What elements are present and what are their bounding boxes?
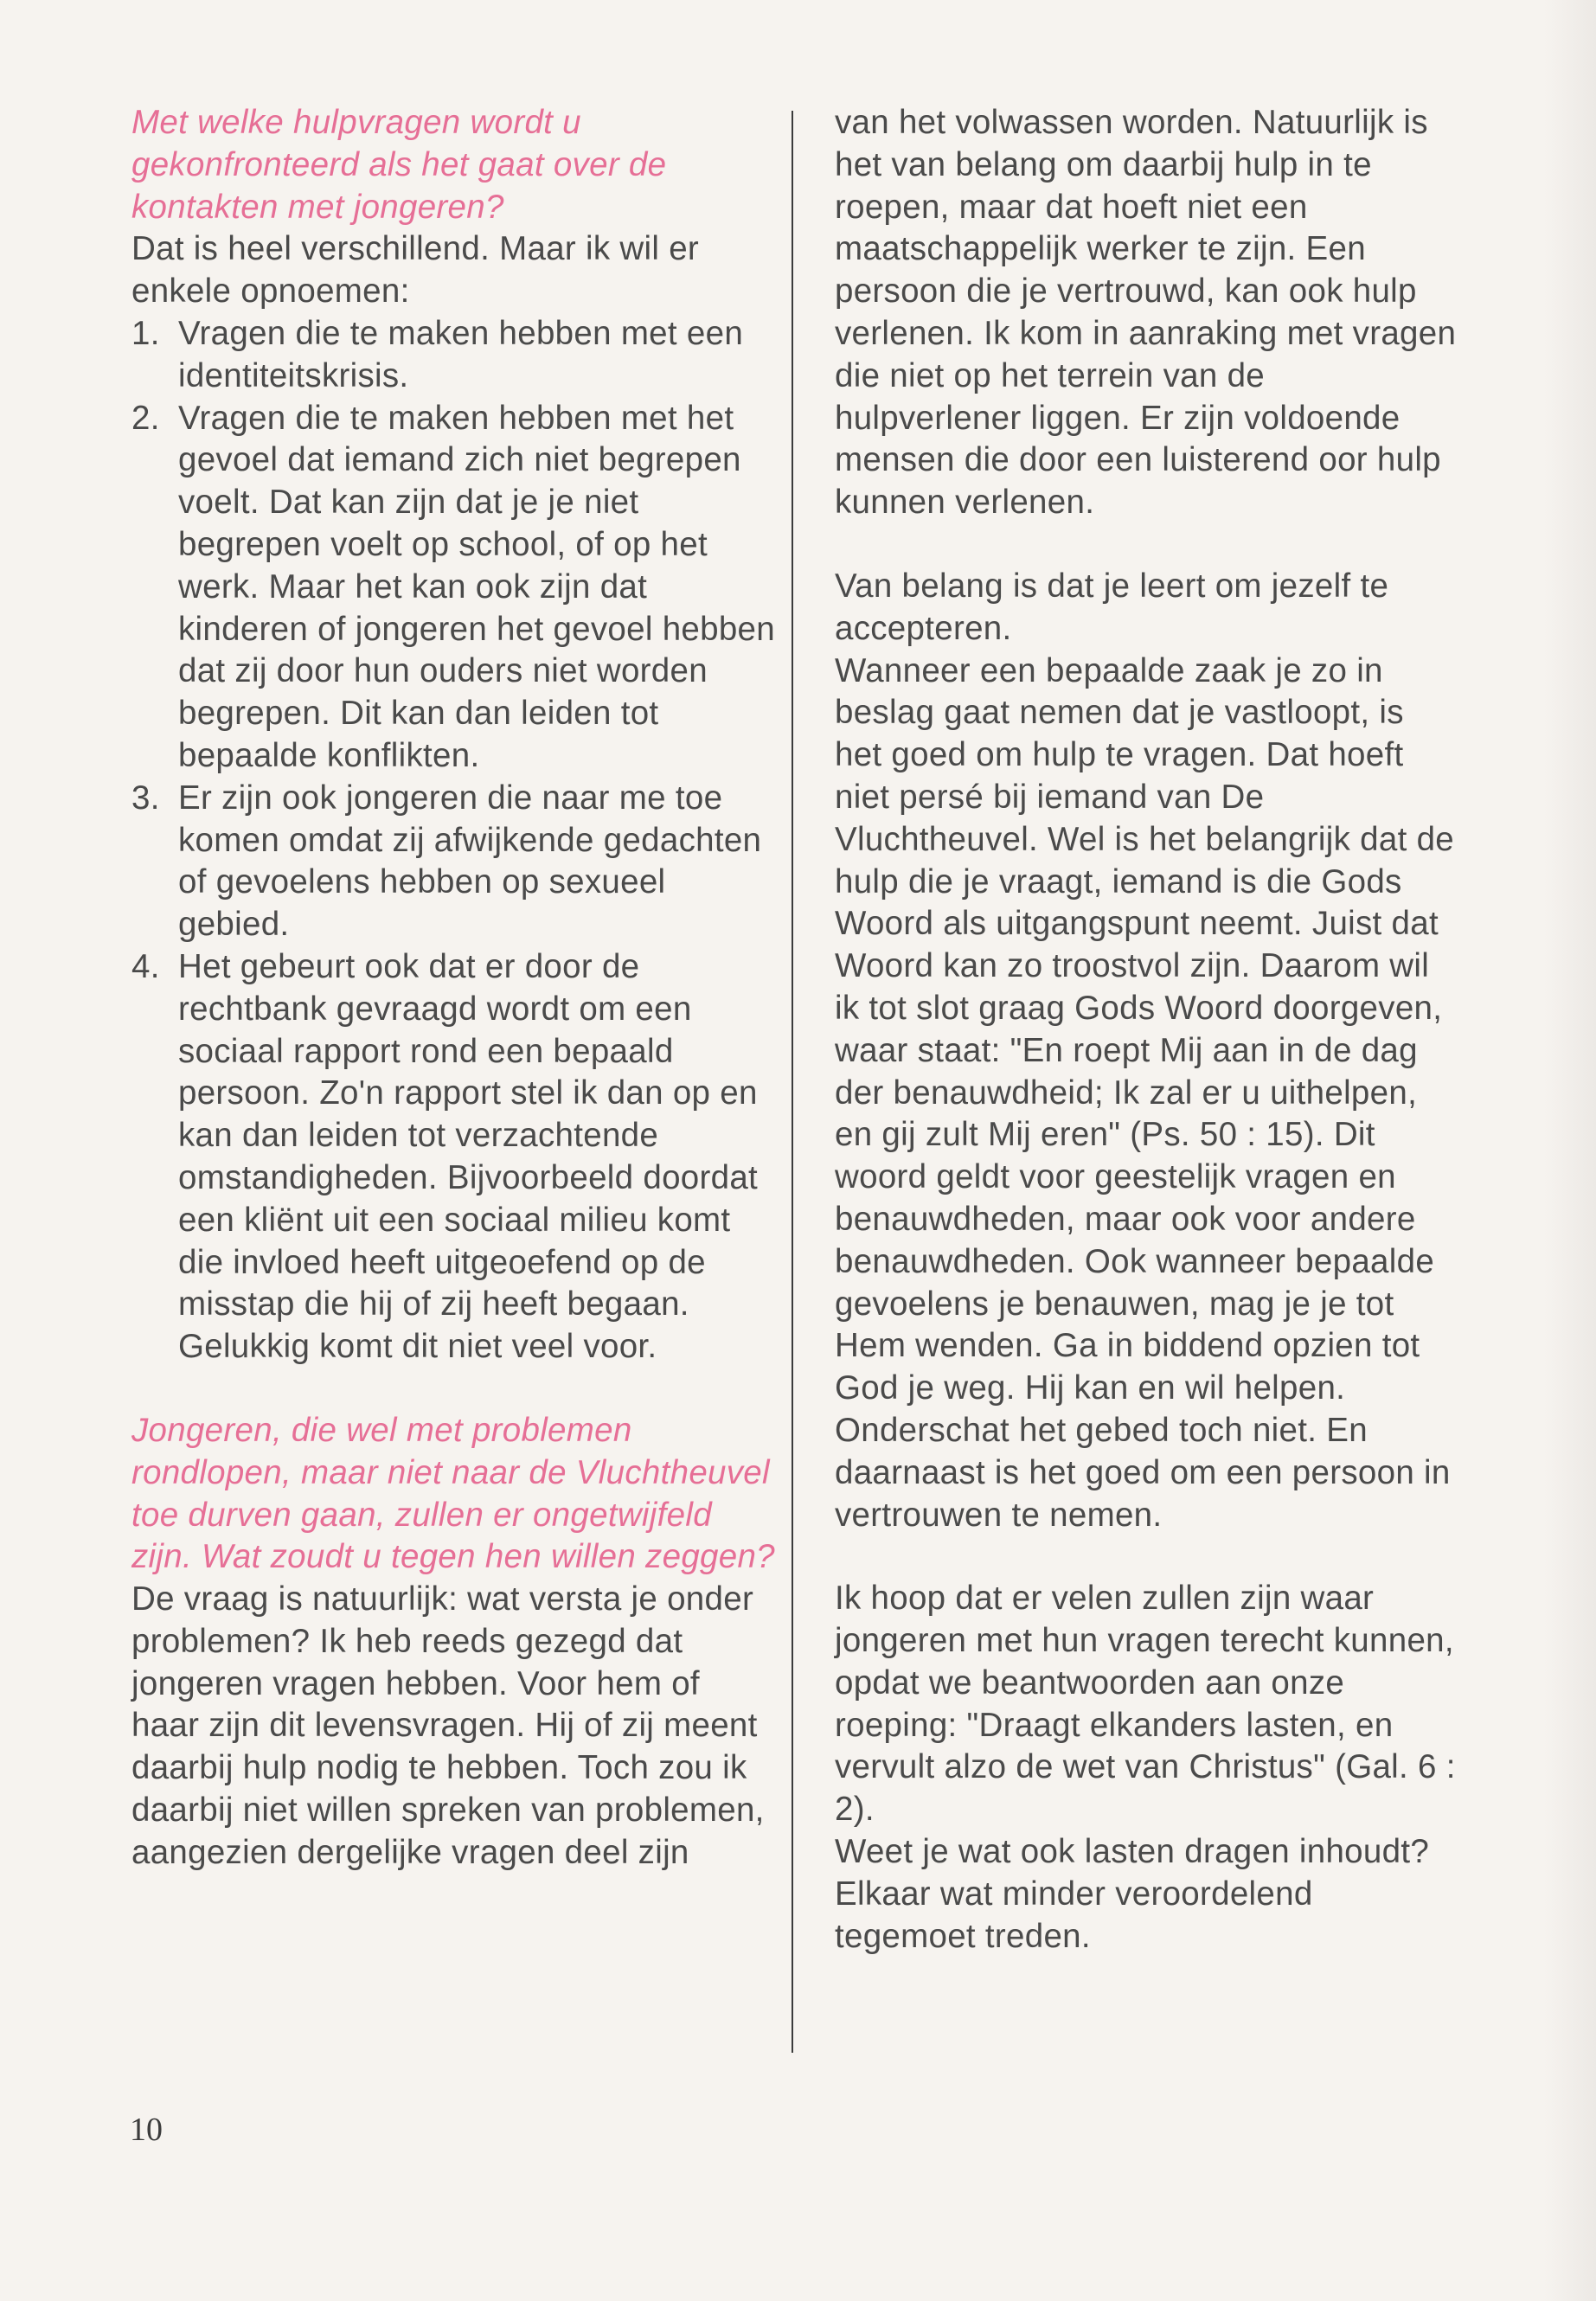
question-type-list (131, 313, 776, 1368)
list-item-text: Vragen die te maken hebben met het gevoel dat iemand zich niet begrepen voelt. Dat kan zijn dat je je niet begrepen voelt op school, of op het werk. Maar het kan ook zijn dat kinderen of jongeren het gevoel hebben dat zij door hun ouders niet worden begrepen. Dit kan dan leiden tot bepaalde konflikten. (178, 399, 775, 774)
interview-question-2: Jongeren, die wel met problemen rondlopen, maar niet naar de Vluchtheuvel toe durven gaan, zullen er ongetwijfeld zijn. Wat zoudt u tegen hen willen zeggen? (131, 1411, 775, 1576)
paragraph-spacer (835, 1536, 1458, 1578)
right-column (835, 102, 1458, 1958)
intro-paragraph: Dat is heel verschillend. Maar ik wil er enkele opnoemen: (131, 230, 700, 311)
page-number: 10 (130, 2112, 163, 2148)
left-column (131, 102, 776, 1875)
paragraph: Wanneer een bepaalde zaak je zo in beslag gaat nemen dat je vastloopt, is het goed om hulp te vragen. Dat hoeft niet persé bij iemand van De Vluchtheuvel. Wel is het belangrijk dat de hulp die je vraagt, iemand is die Gods Woord als uitgangspunt neemt. Juist dat Woord kan zo troostvol zijn. Daarom wil ik tot slot graag Gods Woord doorgeven, waar staat: "En roept Mij aan in de dag der benauwdheid; Ik zal er u uithelpen, en gij zult Mij eren" (Ps. 50 : 15). Dit woord geldt voor geestelijk vragen en benauwdheden, maar ook voor andere benauwdheden. Ook wanneer bepaalde gevoelens je benauwen, mag je je tot Hem wenden. Ga in biddend opzien tot God je weg. Hij kan en wil helpen. (835, 651, 1454, 1407)
list-item (131, 778, 776, 946)
paragraph: Van belang is dat je leert om jezelf te accepteren. (835, 567, 1389, 647)
column-divider (792, 111, 793, 2053)
paragraph: Onderschat het gebed toch niet. En daarnaast is het goed om een persoon in vertrouwen te nemen. (835, 1411, 1451, 1534)
list-item (131, 398, 776, 778)
paragraph: Weet je wat ook lasten dragen inhoudt? Elkaar wat minder veroordelend tegemoet treden. (835, 1833, 1430, 1955)
list-item (131, 946, 776, 1368)
list-item-text: Het gebeurt ook dat er door de rechtbank gevraagd wordt om een sociaal rapport rond een bepaald persoon. Zo'n rapport stel ik dan op en kan dan leiden tot verzachtende omstandigheden. Bijvoorbeeld doordat een kliënt uit een sociaal milieu komt die invloed heeft uitgeoefend op de misstap die hij of zij heeft begaan. Gelukkig komt dit niet veel voor. (178, 947, 759, 1366)
list-item-number: 4. (131, 947, 160, 985)
paragraph: Ik hoop dat er velen zullen zijn waar jongeren met hun vragen terecht kunnen, opdat we beantwoorden aan onze roeping: "Draagt elkanders lasten, en vervult alzo de wet van Christus" (Gal. 6 : 2). (835, 1580, 1456, 1829)
paragraph-spacer (835, 524, 1458, 566)
interview-question-1: Met welke hulpvragen wordt u gekonfronteerd als het gaat over de kontakten met jongeren? (131, 104, 667, 226)
paragraph: van het volwassen worden. Natuurlijk is het van belang om daarbij hulp in te roepen, maar dat hoeft niet een maatschappelijk werker te zijn. Een persoon die je vertrouwd, kan ook hulp verlenen. Ik kom in aanraking met vragen die niet op het terrein van de hulpverlener liggen. Er zijn voldoende mensen die door een luisterend oor hulp kunnen verlenen. (835, 104, 1457, 522)
page-edge-shade (1544, 0, 1596, 2301)
answer-paragraph: De vraag is natuurlijk: wat versta je onder problemen? Ik heb reeds gezegd dat jongeren vragen hebben. Voor hem of haar zijn dit levensvragen. Hij of zij meent daarbij hulp nodig te hebben. Toch zou ik daarbij niet willen spreken van problemen, aangezien dergelijke vragen deel zijn (131, 1580, 765, 1871)
list-item-text: Vragen die te maken hebben met een identiteitskrisis. (178, 314, 744, 394)
list-item-number: 1. (131, 314, 160, 352)
list-item-text: Er zijn ook jongeren die naar me toe komen omdat zij afwijkende gedachten of gevoelens hebben op sexueel gebied. (178, 779, 762, 944)
paragraph-spacer (131, 1368, 776, 1410)
list-item (131, 313, 776, 398)
list-item-number: 3. (131, 779, 160, 817)
list-item-number: 2. (131, 399, 160, 437)
